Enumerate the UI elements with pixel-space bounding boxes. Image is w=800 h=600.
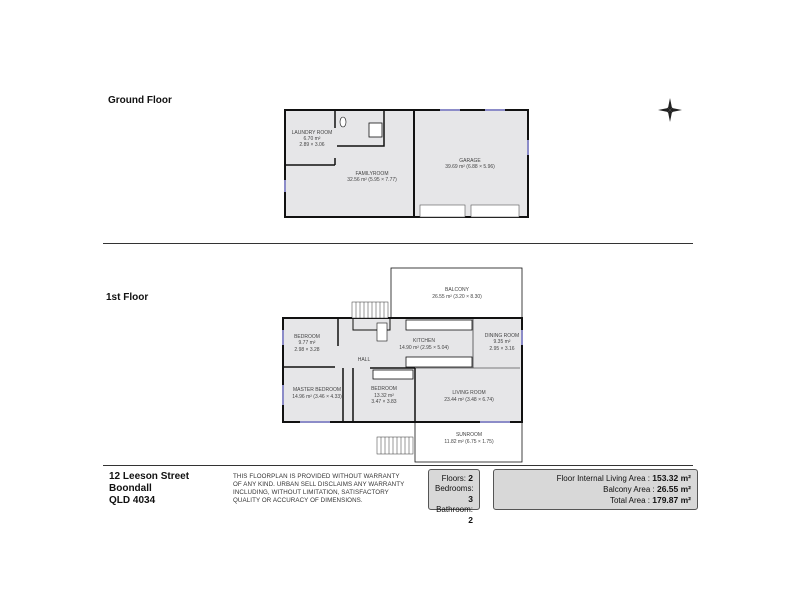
bathroom-label: Bathroom: — [436, 505, 473, 514]
room-dims: 2.89 × 3.06 — [299, 142, 325, 148]
room-name: BEDROOM — [371, 386, 397, 392]
address — [109, 471, 189, 507]
room-name: GARAGE — [459, 158, 481, 164]
address-suburb: Boondall — [109, 483, 152, 494]
disclaimer-line: THIS FLOORPLAN IS PROVIDED WITHOUT WARRANTY — [233, 473, 400, 480]
room-dims: 2.95 × 3.16 — [489, 346, 515, 352]
room-name: BEDROOM — [294, 334, 320, 340]
room-name: LAUNDRY ROOM — [291, 130, 333, 136]
address-street: 12 Leeson Street — [109, 471, 190, 482]
compass-icon — [658, 98, 682, 122]
ground-floor-label: Ground Floor — [108, 95, 172, 106]
bathroom-value: 2 — [468, 515, 473, 525]
room-name: MASTER BEDROOM — [292, 387, 342, 393]
room-name: DINING ROOM — [484, 333, 520, 339]
disclaimer-line: QUALITY OR ACCURACY OF DIMENSIONS. — [233, 497, 363, 504]
room-dims: 2.98 × 3.28 — [294, 347, 320, 353]
bedrooms-value: 3 — [468, 494, 473, 504]
balcony-area-label: Balcony Area : — [603, 485, 655, 494]
room-area: 14.96 m² (3.46 × 4.33) — [292, 394, 342, 400]
summary-box — [428, 469, 480, 525]
total-area-label: Total Area : — [609, 496, 651, 505]
room-name: BALCONY — [445, 287, 469, 293]
room-area: 39.69 m² (6.88 × 5.96) — [445, 164, 495, 170]
floors-value: 2 — [468, 473, 473, 483]
total-area-value: 179.87 m² — [652, 495, 691, 505]
room-area: 32.56 m² (5.95 × 7.77) — [347, 177, 397, 183]
disclaimer-line: OF ANY KIND. URBAN SELL DISCLAIMS ANY WARRANTY — [233, 481, 405, 488]
floors-label: Floors: — [441, 474, 467, 483]
internal-area-label: Floor Internal Living Area : — [556, 474, 651, 483]
internal-area-value: 153.32 m² — [652, 473, 691, 483]
room-name: HALL — [357, 357, 371, 363]
room-name: FAMILYROOM — [355, 171, 389, 177]
balcony-area-value: 26.55 m² — [656, 484, 691, 494]
address-state: QLD 4034 — [109, 495, 156, 506]
bedrooms-label: Bedrooms: — [435, 484, 474, 493]
room-area: 14.90 m² (2.95 × 5.04) — [399, 345, 449, 351]
first-floor-plan — [283, 268, 522, 462]
area-box — [493, 469, 698, 510]
room-name: SUNROOM — [455, 432, 483, 438]
disclaimer — [233, 473, 404, 505]
room-area: 9.35 m² — [493, 339, 511, 345]
room-area: 23.44 m² (3.48 × 6.74) — [444, 397, 494, 403]
room-area: 9.77 m² — [298, 340, 316, 346]
room-area: 11.82 m² (6.75 × 1.75) — [444, 439, 494, 445]
room-area: 26.55 m² (3.20 × 8.30) — [432, 294, 482, 300]
room-area: 6.70 m² — [303, 136, 321, 142]
room-name: LIVING ROOM — [452, 390, 486, 396]
room-name: KITCHEN — [413, 338, 435, 344]
room-area: 13.32 m² — [374, 393, 394, 399]
disclaimer-line: INCLUDING, WITHOUT LIMITATION, SATISFACTORY — [233, 489, 389, 496]
first-floor-label: 1st Floor — [106, 292, 149, 303]
room-dims: 3.47 × 3.83 — [371, 399, 397, 405]
